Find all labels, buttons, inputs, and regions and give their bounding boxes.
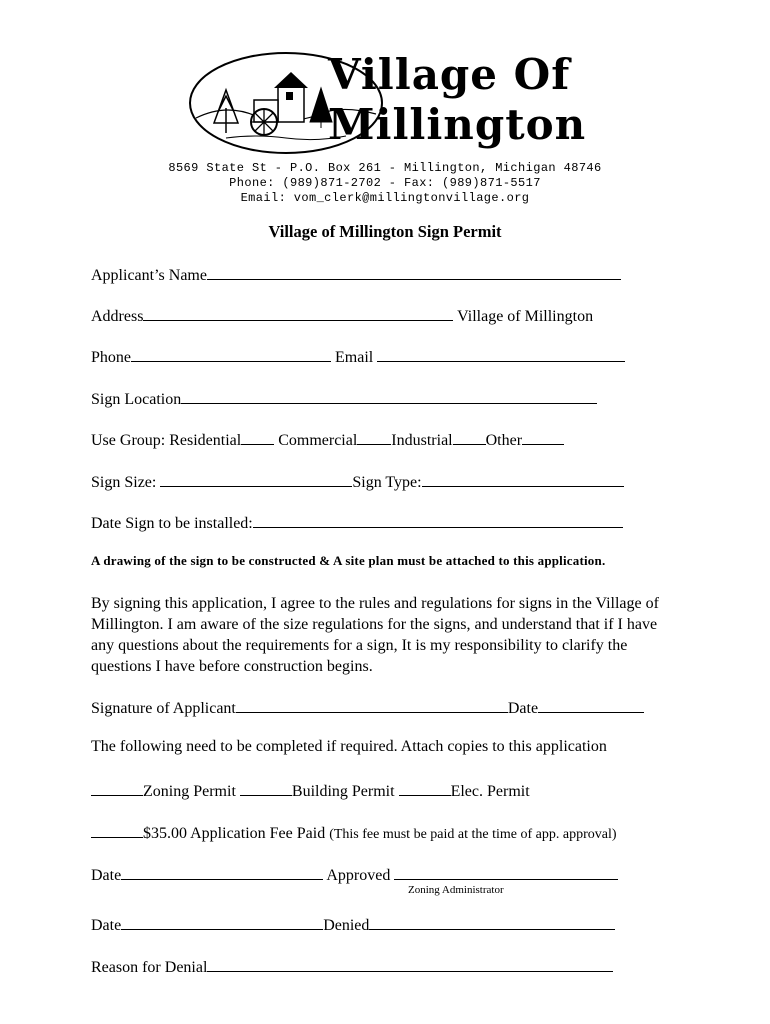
logo-line-2: Millington	[328, 100, 587, 149]
approved-date-field[interactable]	[121, 864, 323, 880]
email-line: Email: vom_clerk@millingtonvillage.org	[240, 191, 530, 205]
applicant-name-label: Applicant’s Name	[91, 267, 207, 284]
page-title: Village of Millington Sign Permit	[268, 222, 502, 241]
phone-field[interactable]	[131, 346, 331, 362]
use-group-row	[91, 429, 564, 450]
phone-email-row	[91, 346, 625, 367]
address-line: 8569 State St - P.O. Box 261 - Millington, Michigan 48746	[168, 161, 602, 175]
applicant-name-row	[91, 264, 621, 285]
fee-paid-check[interactable]	[91, 822, 143, 838]
sign-type-label: Sign Type:	[352, 474, 422, 491]
denied-date-field[interactable]	[121, 914, 323, 930]
elec-permit-label: Elec. Permit	[450, 783, 530, 800]
phone-fax-line: Phone: (989)871-2702 - Fax: (989)871-5517	[229, 176, 541, 190]
applicant-name-field[interactable]	[207, 264, 621, 280]
address-label: Address	[91, 308, 144, 325]
signature-field[interactable]	[236, 697, 508, 713]
fee-row	[91, 822, 617, 843]
building-permit-label: Building Permit	[291, 783, 395, 800]
approved-signature-field[interactable]	[394, 864, 618, 880]
email-label: Email	[335, 349, 374, 366]
sign-type-field[interactable]	[422, 471, 624, 487]
address-suffix: Village of Millington	[457, 308, 594, 325]
denied-date-label: Date	[91, 917, 122, 934]
email-field[interactable]	[377, 346, 625, 362]
fee-note: (This fee must be paid at the time of app. approval)	[329, 827, 617, 842]
denied-signature-field[interactable]	[369, 914, 615, 930]
other-field[interactable]	[522, 429, 564, 445]
use-group-residential: Residential	[169, 432, 242, 449]
date-installed-label: Date Sign to be installed:	[91, 515, 253, 532]
denied-label: Denied	[323, 917, 370, 934]
approved-row	[91, 864, 618, 885]
sign-location-field[interactable]	[181, 388, 597, 404]
signature-label: Signature of Applicant	[91, 700, 236, 717]
use-group-other: Other	[485, 432, 523, 449]
fee-paid-label: $35.00 Application Fee Paid	[143, 825, 326, 842]
approved-date-label: Date	[91, 867, 122, 884]
logo-line-1: Village Of	[328, 50, 571, 99]
building-permit-check[interactable]	[240, 780, 292, 796]
sign-location-row	[91, 388, 597, 409]
address-row	[91, 305, 593, 326]
sign-size-label: Sign Size:	[91, 474, 157, 491]
residential-field[interactable]	[241, 429, 274, 445]
industrial-field[interactable]	[453, 429, 486, 445]
agreement-paragraph: By signing this application, I agree to the rules and regulations for signs in the Village of Millington. I am aware of the size regulations for the signs, and understand that if I have any questions about the requirements for a sign, It is my responsibility to clarify the questions I have before construction begins.	[91, 595, 659, 675]
zoning-admin-caption: Zoning Administrator	[408, 884, 504, 896]
permits-row	[91, 780, 530, 801]
zoning-permit-label: Zoning Permit	[143, 783, 236, 800]
signature-date-label: Date	[507, 700, 539, 717]
zoning-permit-check[interactable]	[91, 780, 143, 796]
use-group-label: Use Group:	[91, 432, 166, 449]
reason-field[interactable]	[207, 956, 613, 972]
sign-size-field[interactable]	[160, 471, 352, 487]
use-group-commercial: Commercial	[278, 432, 358, 449]
signature-row	[91, 697, 644, 718]
following-text: The following need to be completed if required. Attach copies to this application	[91, 738, 607, 755]
denied-row	[91, 914, 615, 935]
elec-permit-check[interactable]	[399, 780, 451, 796]
signature-date-field[interactable]	[538, 697, 644, 713]
reason-row	[91, 956, 613, 977]
sign-location-label: Sign Location	[91, 391, 182, 408]
commercial-field[interactable]	[357, 429, 391, 445]
reason-label: Reason for Denial	[91, 959, 208, 976]
sign-size-type-row	[91, 471, 624, 492]
date-installed-field[interactable]	[253, 512, 623, 528]
approved-label: Approved	[326, 867, 391, 884]
address-field[interactable]	[143, 305, 453, 321]
date-installed-row	[91, 512, 623, 533]
village-logo	[186, 48, 586, 158]
attachment-notice: A drawing of the sign to be constructed & A site plan must be attached to this application.	[91, 553, 606, 568]
use-group-industrial: Industrial	[391, 432, 453, 449]
phone-label: Phone	[91, 349, 131, 366]
